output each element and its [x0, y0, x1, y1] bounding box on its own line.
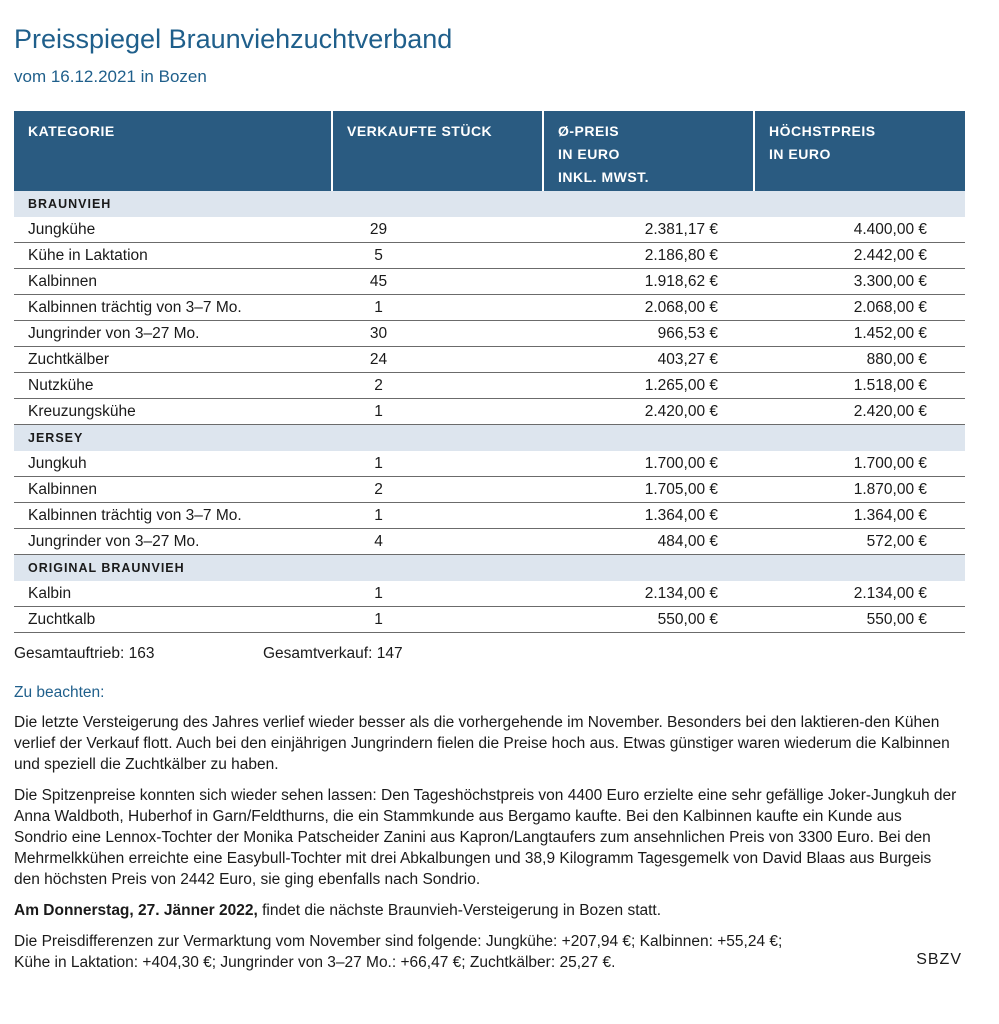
cell-category: Zuchtkälber [14, 347, 332, 373]
cell-max-price: 2.068,00 € [754, 295, 965, 321]
cell-category: Jungkühe [14, 217, 332, 243]
column-header-line: KATEGORIE [28, 123, 115, 139]
cell-avg-price: 403,27 € [543, 347, 754, 373]
notes-paragraph-3 [14, 900, 959, 921]
cell-category: Jungrinder von 3–27 Mo. [14, 321, 332, 347]
table-row [14, 295, 965, 321]
cell-quantity: 29 [332, 217, 543, 243]
cell-max-price: 2.420,00 € [754, 399, 965, 425]
cell-quantity: 1 [332, 503, 543, 529]
cell-quantity: 2 [332, 373, 543, 399]
column-header-line: VERKAUFTE STÜCK [347, 123, 493, 139]
cell-category: Kühe in Laktation [14, 243, 332, 269]
group-row [14, 425, 965, 451]
column-header-line: Ø-PREIS [558, 123, 620, 139]
table-row [14, 581, 965, 607]
notes-date-bold: Am Donnerstag, 27. Jänner 2022, [14, 902, 258, 919]
cell-quantity: 1 [332, 295, 543, 321]
table-row [14, 503, 965, 529]
page-subtitle: vom 16.12.2021 in Bozen [14, 67, 207, 86]
table-row [14, 217, 965, 243]
cell-max-price: 1.364,00 € [754, 503, 965, 529]
cell-avg-price: 484,00 € [543, 529, 754, 555]
cell-max-price: 1.452,00 € [754, 321, 965, 347]
cell-max-price: 4.400,00 € [754, 217, 965, 243]
notes-diff-line-2: Kühe in Laktation: +404,30 €; Jungrinder von 3–27 Mo.: +66,47 €; Zuchtkälber: 25,27 €. [14, 954, 616, 971]
cell-quantity: 24 [332, 347, 543, 373]
table-row [14, 243, 965, 269]
cell-quantity: 1 [332, 451, 543, 477]
cell-avg-price: 1.364,00 € [543, 503, 754, 529]
cell-avg-price: 1.705,00 € [543, 477, 754, 503]
group-row [14, 191, 965, 217]
group-label: ORIGINAL BRAUNVIEH [14, 555, 965, 581]
table-row [14, 477, 965, 503]
cell-max-price: 2.134,00 € [754, 581, 965, 607]
column-header-1 [332, 111, 543, 191]
cell-max-price: 1.870,00 € [754, 477, 965, 503]
cell-quantity: 5 [332, 243, 543, 269]
notes-date-rest: findet die nächste Braunvieh-Versteigerung in Bozen statt. [257, 902, 662, 919]
cell-category: Kalbin [14, 581, 332, 607]
cell-category: Nutzkühe [14, 373, 332, 399]
notes-paragraph-2: Die Spitzenpreise konnten sich wieder sehen lassen: Den Tageshöchstpreis von 4400 Euro erzielte eine sehr gefällige Joker-Jungkuh der Anna Waldboth, Huberhof in Garn/Feldthurns, die ein Stammkunde aus Bergamo kaufte. Bei den Kalbinnen kaufte ein Kunde aus Sondrio eine Lennox-Tochter der Monika Patscheider Zanini aus Kapron/Langtaufers zum ansehnlichen Preis von 3300 Euro. Bei den Mehrmelkkühen erreichte eine Easybull-Tochter mit drei Abkalbungen und 38,9 Kilogramm Tagesgemelk von David Blaas aus Burgeis den höchsten Preis von 2442 Euro, sie ging ebenfalls nach Sondrio. [14, 787, 957, 888]
table-row [14, 399, 965, 425]
column-header-3 [754, 111, 965, 191]
cell-avg-price: 1.700,00 € [543, 451, 754, 477]
cell-max-price: 3.300,00 € [754, 269, 965, 295]
cell-category: Jungrinder von 3–27 Mo. [14, 529, 332, 555]
cell-category: Kalbinnen trächtig von 3–7 Mo. [14, 503, 332, 529]
table-row [14, 607, 965, 633]
price-table-body [14, 191, 965, 633]
cell-category: Zuchtkalb [14, 607, 332, 633]
table-row [14, 269, 965, 295]
page-title: Preisspiegel Braunviehzuchtverband [14, 24, 453, 54]
column-header-2 [543, 111, 754, 191]
cell-quantity: 2 [332, 477, 543, 503]
column-header-line: INKL. MWST. [558, 169, 650, 185]
cell-quantity: 1 [332, 581, 543, 607]
cell-max-price: 572,00 € [754, 529, 965, 555]
column-header-line: IN EURO [558, 146, 620, 162]
cell-max-price: 1.700,00 € [754, 451, 965, 477]
cell-category: Jungkuh [14, 451, 332, 477]
cell-avg-price: 550,00 € [543, 607, 754, 633]
cell-max-price: 880,00 € [754, 347, 965, 373]
cell-avg-price: 1.265,00 € [543, 373, 754, 399]
group-label: BRAUNVIEH [14, 191, 965, 217]
totals [14, 645, 403, 663]
notes-paragraph-1: Die letzte Versteigerung des Jahres verlief wieder besser als die vorhergehende im November. Besonders bei den laktieren-den Kühen verlief der Verkauf flott. Auch bei den einjährigen Jungrindern fielen die Preise hoch aus. Etwas günstiger waren wiederum die Kalbinnen und speziell die Zuchtkälber zu haben. [14, 714, 950, 773]
notes-paragraph-4 [14, 931, 959, 973]
cell-max-price: 550,00 € [754, 607, 965, 633]
notes-diff-line-1: Die Preisdifferenzen zur Vermarktung vom November sind folgende: Jungkühe: +207,94 €; Kalbinnen: +55,24 €; [14, 933, 783, 950]
table-row [14, 321, 965, 347]
column-header-0 [14, 111, 332, 191]
cell-quantity: 1 [332, 399, 543, 425]
cell-avg-price: 2.186,80 € [543, 243, 754, 269]
table-row [14, 373, 965, 399]
price-table-header [14, 111, 965, 191]
cell-category: Kreuzungskühe [14, 399, 332, 425]
table-row [14, 451, 965, 477]
column-header-line: HÖCHSTPREIS [769, 123, 876, 139]
cell-avg-price: 966,53 € [543, 321, 754, 347]
group-row [14, 555, 965, 581]
group-label: JERSEY [14, 425, 965, 451]
cell-category: Kalbinnen trächtig von 3–7 Mo. [14, 295, 332, 321]
cell-quantity: 30 [332, 321, 543, 347]
source-credit: SBZV [916, 951, 962, 968]
cell-avg-price: 2.068,00 € [543, 295, 754, 321]
table-row [14, 529, 965, 555]
cell-category: Kalbinnen [14, 269, 332, 295]
notes-heading: Zu beachten: [14, 684, 105, 701]
cell-max-price: 2.442,00 € [754, 243, 965, 269]
cell-category: Kalbinnen [14, 477, 332, 503]
table-row [14, 347, 965, 373]
cell-avg-price: 1.918,62 € [543, 269, 754, 295]
cell-avg-price: 2.134,00 € [543, 581, 754, 607]
cell-avg-price: 2.381,17 € [543, 217, 754, 243]
column-header-line: IN EURO [769, 146, 831, 162]
cell-quantity: 1 [332, 607, 543, 633]
cell-max-price: 1.518,00 € [754, 373, 965, 399]
total-auftrieb: Gesamtauftrieb: 163 [14, 645, 155, 662]
price-table [14, 111, 965, 633]
cell-quantity: 45 [332, 269, 543, 295]
cell-avg-price: 2.420,00 € [543, 399, 754, 425]
cell-quantity: 4 [332, 529, 543, 555]
total-verkauf: Gesamtverkauf: 147 [263, 645, 403, 662]
